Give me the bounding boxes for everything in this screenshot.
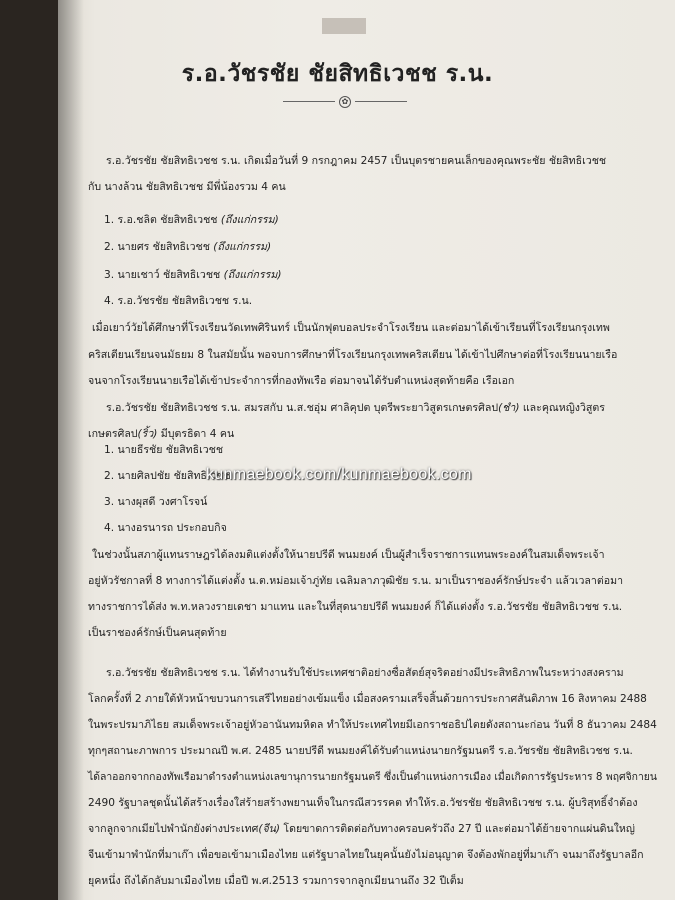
child-item: 4. นางอรนารถ ประกอบกิจ: [104, 522, 227, 534]
body-line: 2490 รัฐบาลชุดนั้นได้สร้างเรื่องใส่ร้ายสร้างพยานเท็จในกรณีสวรรคต ทำให้ร.อ.วัชรชัย ชัยสิทธิเวชช ร.น. ผู้บริสุทธิ์จำต้อง: [88, 797, 638, 809]
sibling-item: [104, 238, 271, 255]
watermark: kunmaebook.com/kunmaebook.com: [206, 466, 472, 483]
sibling-name: 2. นายศร ชัยสิทธิเวชช: [104, 241, 210, 253]
body-line: เมื่อเยาว์วัยได้ศึกษาที่โรงเรียนวัดเทพศิรินทร์ เป็นนักฟุตบอลประจำโรงเรียน และต่อมาได้เข้าเรียนที่โรงเรียนกรุงเทพ: [92, 322, 610, 334]
flower-ornament-icon: ✿: [339, 96, 351, 108]
body-line: ทางราชการได้ส่ง พ.ท.หลวงรายเดชา มาแทน และในที่สุดนายปรีดี พนมยงค์ ก็ได้แต่งตั้ง ร.อ.วัชรชัย ชัยสิทธิเวชช ร.น.: [88, 601, 623, 613]
marriage-text: ร.อ.วัชรชัย ชัยสิทธิเวชช ร.น. สมรสกับ น.ส.ชอุ่ม ศาลิคุปต บุตรีพระยาวิสูตรเกษตรศิลป: [106, 402, 499, 414]
page-title: ร.อ.วัชรชัย ชัยสิทธิเวชช ร.น.: [181, 61, 494, 87]
sibling-item: [104, 266, 281, 283]
intro-line: ร.อ.วัชรชัย ชัยสิทธิเวชช ร.น. เกิดเมื่อวันที่ 9 กรกฎาคม 2457 เป็นบุตรชายคนเล็กของคุณพระชัย ชัยสิทธิเวชช: [106, 155, 607, 167]
body-line: จนจากโรงเรียนนายเรือได้เข้าประจำการที่กองทัพเรือ ต่อมาจนได้รับตำแหน่งสุดท้ายคือ เรือเอก: [88, 375, 515, 387]
sibling-name: 4. ร.อ.วัชรชัย ชัยสิทธิเวชช ร.น.: [104, 295, 253, 307]
body-line: ยุคหนึ่ง ถึงได้กลับมาเมืองไทย เมื่อปี พ.ศ.2513 รวมการจากลูกเมียนานถึง 32 ปีเต็ม: [88, 875, 464, 887]
divider-line: [283, 101, 335, 102]
child-item: 2. นายศิลปชัย ชัยสิทธิเวชช: [104, 470, 231, 482]
title-divider: [283, 94, 407, 108]
body-line: ได้ลาออกจากกองทัพเรือมาดำรงตำแหน่งเลขานุการนายกรัฐมนตรี ซึ่งเป็นตำแหน่งการเมือง เมื่อเกิดการรัฐประหาร 8 พฤศจิกายน: [88, 771, 657, 783]
marriage-text: มีบุตรธิดา 4 คน: [157, 428, 235, 440]
marriage-note: (ริ้ว): [137, 428, 158, 440]
body-line: ในช่วงนั้นสภาผู้แทนราษฎรได้ลงมติแต่งตั้งให้นายปรีดี พนมยงค์ เป็นผู้สำเร็จราชการแทนพระองค์ในสมเด็จพระเจ้า: [92, 549, 605, 561]
sibling-note: (ถึงแก่กรรม): [213, 241, 272, 253]
sibling-item: [104, 292, 252, 309]
marriage-text: และคุณหญิงวิสูตร: [519, 402, 605, 414]
sibling-item: [104, 211, 279, 228]
book-spine-shadow: [58, 0, 84, 900]
child-item: 3. นางผุสดี วงศาโรจน์: [104, 496, 208, 508]
child-item: 1. นายธีรชัย ชัยสิทธิเวชช: [104, 444, 224, 456]
header-ornament: [322, 18, 366, 34]
service-text: จากลูกจากเมียไปพำนักยังต่างประเทศ: [88, 823, 259, 835]
body-line: คริสเตียนเรียนจนมัธยม 8 ในสมัยนั้น พอจบการศึกษาที่โรงเรียนกรุงเทพคริสเตียน ได้เข้าไปศึกษาต่อที่โรงเรียนนายเรือ: [88, 349, 618, 361]
divider-line: [355, 101, 407, 102]
body-line: จีนเข้ามาพำนักที่มาเก๊า เพื่อขอเข้ามาเมืองไทย แต่รัฐบาลไทยในยุคนั้นยังไม่อนุญาต จึงต้องพักอยู่ที่มาเก๊า จนมาถึงรัฐบาลอีก: [88, 849, 644, 861]
sibling-note: (ถึงแก่กรรม): [223, 269, 282, 281]
sibling-name: 1. ร.อ.ชลิต ชัยสิทธิเวชช: [104, 214, 218, 226]
service-note: (จีน): [258, 823, 281, 835]
body-line: [106, 399, 605, 416]
marriage-note: (ชำ): [498, 402, 520, 414]
body-line: [88, 425, 234, 442]
service-text: โดยขาดการติดต่อกับทางครอบครัวถึง 27 ปี และต่อมาได้ย้ายจากแผ่นดินใหญ่: [280, 823, 635, 835]
body-line: [88, 820, 635, 837]
body-line: ร.อ.วัชรชัย ชัยสิทธิเวชช ร.น. ได้ทำงานรับใช้ประเทศชาติอย่างซื่อสัตย์สุจริตอย่างมีประสิทธิภาพในระหว่างสงคราม: [106, 667, 624, 679]
marriage-text: เกษตรศิลป: [88, 428, 138, 440]
intro-line: กับ นางล้วน ชัยสิทธิเวชช มีพี่น้องรวม 4 คน: [88, 181, 286, 193]
sibling-name: 3. นายเชาว์ ชัยสิทธิเวชช: [104, 269, 221, 281]
body-line: โลกครั้งที่ 2 ภายใต้หัวหน้าขบวนการเสรีไทยอย่างเข้มแข็ง เมื่อสงครามเสร็จสิ้นด้วยการประกาศสันติภาพ 16 สิงหาคม 2488: [88, 693, 647, 705]
body-line: ทุกๆสถานะภาพการ ประมาณปี พ.ศ. 2485 นายปรีดี พนมยงค์ได้รับตำแหน่งนายกรัฐมนตรี ร.อ.วัชรชัย ชัยสิทธิเวชช ร.น.: [88, 745, 633, 757]
sibling-note: (ถึงแก่กรรม): [220, 214, 279, 226]
body-line: เป็นราชองค์รักษ์เป็นคนสุดท้าย: [88, 627, 227, 639]
body-line: อยู่หัวรัชกาลที่ 8 ทางการได้แต่งตั้ง น.ต.หม่อมเจ้าภู่ทัย เฉลิมลาภวุฒิชัย ร.น. มาเป็นราชองค์รักษ์ประจำ แล้วเวลาต่อมา: [88, 575, 624, 587]
body-line: ในพระปรมาภิไธย สมเด็จพระเจ้าอยู่หัวอานันทมหิดล ทำให้ประเทศไทยมีเอกราชอธิปไตยดังสถานะก่อน วันที่ 8 ธันวาคม 2484: [88, 719, 657, 731]
